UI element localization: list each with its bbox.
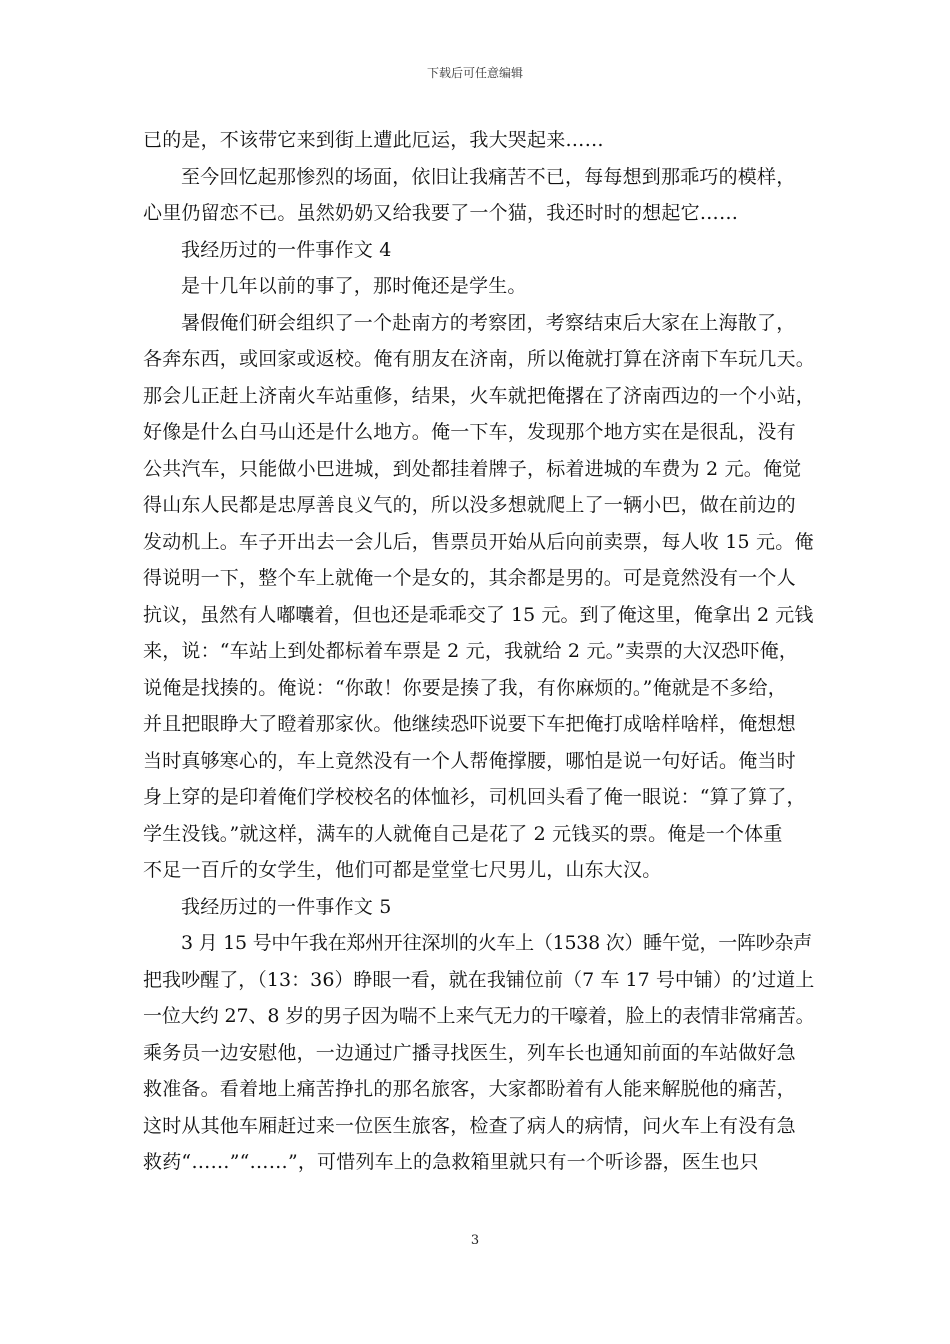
text-line: 这时从其他车厢赶过来一位医生旅客，检查了病人的病情，问火车上有没有急 [143,1114,796,1137]
text-line: 身上穿的是印着俺们学校校名的体恤衫，司机回头看了俺一眼说：“算了算了， [143,786,806,808]
text-line: 乘务员一边安慰他，一边通过广播寻找医生，列车长也通知前面的车站做好急 [143,1041,796,1064]
text-line: 公共汽车，只能做小巴进城，到处都挂着牌子，标着进城的车费为 2 元。俺觉 [143,457,802,480]
text-line: 暑假俺们研会组织了一个赴南方的考察团，考察结束后大家在上海散了， [181,311,796,334]
document-body [143,122,815,1181]
text-line: 把我吵醒了，（13：36）睁眼一看，就在我铺位前（7 车 17 号中铺）的’过道上 [143,968,815,991]
text-line: 说俺是找揍的。俺说：“你敢！你要是揍了我，有你麻烦的。”俺就是不多给， [143,676,787,699]
page-number: 3 [470,1233,480,1248]
text-line: 心里仍留恋不已。虽然奶奶又给我要了一个猫，我还时时的想起它…… [143,202,739,224]
text-line: 救准备。看着地上痛苦挣扎的那名旅客，大家都盼着有人能来解脱他的痛苦， [143,1078,796,1100]
text-line: 已的是，不该带它来到街上遭此厄运，我大哭起来…… [143,129,604,151]
text-line: 得说明一下，整个车上就俺一个是女的，其余都是男的。可是竟然没有一个人 [143,567,796,589]
text-line: 一位大约 27、8 岁的男子因为喘不上来气无力的干嚎着，脸上的表情非常痛苦。 [143,1005,815,1027]
text-line: 并且把眼睁大了瞪着那家伙。他继续恐吓说要下车把俺打成啥样啥样，俺想想 [143,713,796,735]
text-line: 来，说：“车站上到处都标着车票是 2 元，我就给 2 元。”卖票的大汉恐吓俺， [143,640,799,662]
text-line: 我经历过的一件事作文 4 [181,238,392,261]
text-line: 得山东人民都是忠厚善良义气的，所以没多想就爬上了一辆小巴，做在前边的 [143,494,796,516]
text-line: 好像是什么白马山还是什么地方。俺一下车，发现那个地方实在是很乱，没有 [143,421,796,443]
page-header: 下载后可任意编辑 [426,66,523,80]
text-line: 抗议，虽然有人嘟囔着，但也还是乖乖交了 15 元。到了俺这里，俺拿出 2 元钱 [143,603,814,626]
text-line: 至今回忆起那惨烈的场面，依旧让我痛苦不已，每每想到那乖巧的模样， [181,165,796,188]
text-line: 是十几年以前的事了，那时俺还是学生。 [181,275,527,297]
text-line: 各奔东西，或回家或返校。俺有朋友在济南，所以俺就打算在济南下车玩几天。 [143,348,816,370]
text-line: 3 月 15 号中午我在郑州开往深圳的火车上（1538 次）睡午觉，一阵吵杂声 [181,932,813,954]
text-line: 发动机上。车子开出去一会儿后，售票员开始从后向前卖票，每人收 15 元。俺 [143,530,814,553]
text-line: 救药“……”“……”，可惜列车上的急救箱里就只有一个听诊器，医生也只 [143,1151,759,1173]
text-line: 学生没钱。”就这样，满车的人就俺自己是花了 2 元钱买的票。俺是一个体重 [143,822,783,845]
text-line: 不足一百斤的女学生，他们可都是堂堂七尺男儿，山东大汉。 [143,859,662,881]
text-line: 我经历过的一件事作文 5 [181,895,392,918]
text-line: 那会儿正赶上济南火车站重修，结果，火车就把俺撂在了济南西边的一个小站， [143,384,816,407]
text-line: 当时真够寒心的，车上竟然没有一个人帮俺撑腰，哪怕是说一句好话。俺当时 [143,749,796,772]
